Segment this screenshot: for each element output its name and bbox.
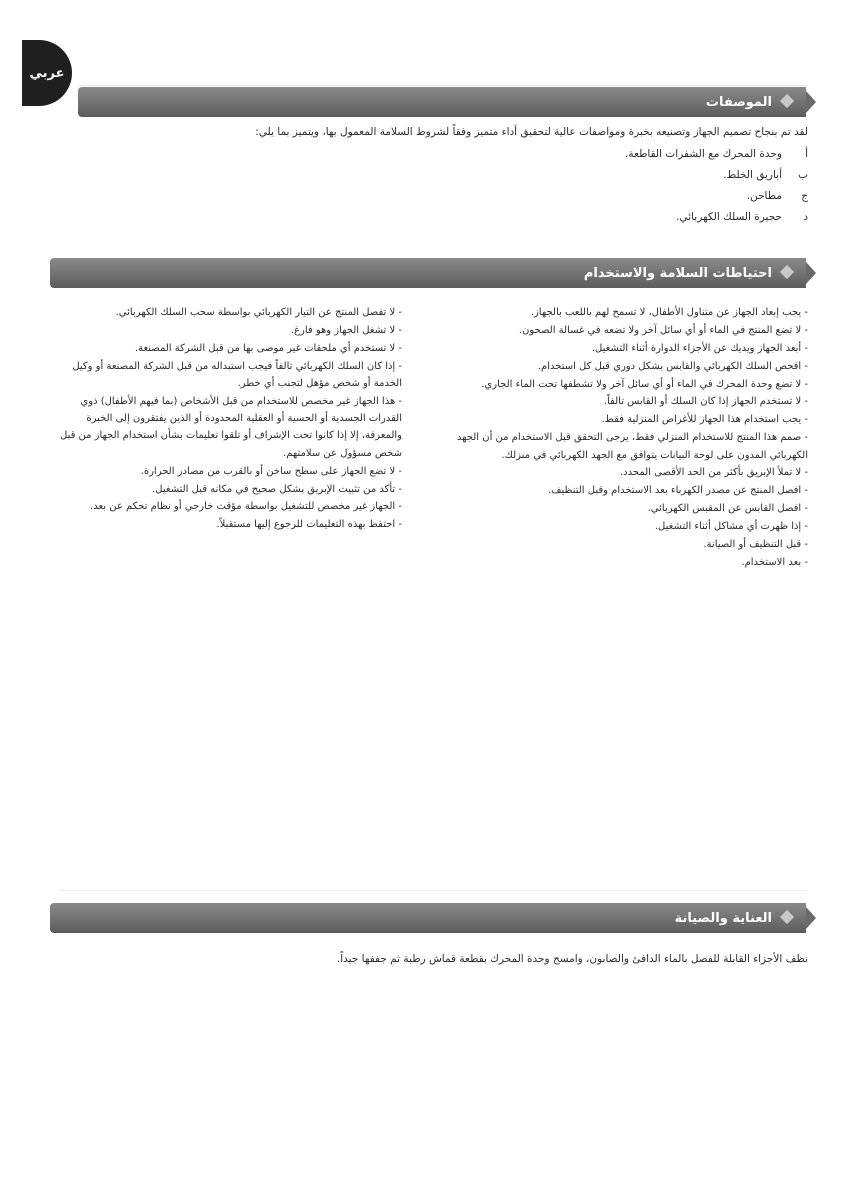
list-item: - هذا الجهاز غير مخصص للاستخدام من قبل الأشخاص (بما فيهم الأطفال) ذوي القدرات الجسدية أو الحسية أو العقلية المحدودة أو الذين يفتقرون إلى الخبرة والمعرفة، إلا إذا كانوا تحت الإشراف أو تلقوا تعليمات بشأن استخدام الجهاز من قبل شخص مسؤول عن سلامتهم. [59, 395, 402, 459]
top-divider [80, 85, 808, 86]
list-item: - صمم هذا المنتج للاستخدام المنزلي فقط، يرجى التحقق قبل الاستخدام من أن الجهد الكهربائي المدون على لوحة البيانات يتوافق مع الجهد الكهربائي في منزلك. [456, 432, 808, 461]
list-item: - لا تملأ الإبريق بأكثر من الحد الأقصى المحدد. [619, 467, 808, 479]
section-title-care: العناية والصيانة [674, 910, 772, 926]
list-item [520, 165, 808, 186]
section-title-safety: احتياطات السلامة والاستخدام [583, 265, 772, 281]
list-text: مطاحن. [746, 190, 782, 202]
list-item: - لا تستخدم أي ملحقات غير موصى بها من قبل الشركة المصنعة. [134, 342, 402, 354]
section-divider [60, 890, 808, 891]
language-tab [22, 40, 72, 106]
list-item: - لا تستخدم الجهاز إذا كان السلك أو القابس تالفاً. [603, 396, 808, 408]
list-item: - بعد الاستخدام. [741, 556, 808, 568]
list-item: - افحص السلك الكهربائي والقابس بشكل دوري قبل كل استخدام. [537, 360, 808, 372]
operation-parts-list [520, 144, 808, 228]
list-item: - لا تشغل الجهاز وهو فارغ. [290, 324, 402, 336]
section-header-care [50, 903, 806, 933]
list-text: أباريق الخلط. [723, 169, 782, 181]
section-header-operation [78, 87, 806, 117]
section-header-safety [50, 258, 806, 288]
list-item: - الجهاز غير مخصص للتشغيل بواسطة مؤقت خارجي أو نظام تحكم عن بعد. [90, 501, 402, 513]
list-letter: أ [805, 148, 808, 160]
language-tab-label: عربي [29, 65, 65, 81]
list-item: - افصل القابس عن المقبس الكهربائي. [647, 503, 808, 515]
list-item: - قبل التنظيف أو الصيانة. [703, 538, 808, 550]
safety-column-left [46, 304, 402, 534]
list-item: - لا تفصل المنتج عن التيار الكهربائي بواسطة سحب السلك الكهربائي. [115, 307, 402, 318]
list-item: - يجب استخدام هذا الجهاز للأغراض المنزلية فقط. [601, 414, 808, 426]
list-text: حجيرة السلك الكهربائي. [676, 211, 782, 223]
care-text: نظف الأجزاء القابلة للفصل بالماء الدافئ والصابون، وامسح وحدة المحرك بقطعة قماش رطبة ثم جففها جيداً. [336, 953, 808, 965]
list-letter: ج [801, 190, 808, 202]
list-item: - يجب إبعاد الجهاز عن متناول الأطفال، لا تسمح لهم باللعب بالجهاز. [530, 307, 808, 318]
list-item: - إذا كان السلك الكهربائي تالفاً فيجب استبداله من قبل الشركة المصنعة أو وكيل الخدمة أو شخص مؤهل لتجنب أي خطر. [72, 360, 402, 389]
list-item: - لا تضع المنتج في الماء أو أي سائل آخر ولا تضعه في غسالة الصحون. [518, 324, 808, 336]
list-item: - تأكد من تثبيت الإبريق بشكل صحيح في مكانه قبل التشغيل. [152, 483, 402, 495]
list-item: - لا تضع وحدة المحرك في الماء أو أي سائل آخر ولا تشطفها تحت الماء الجاري. [481, 378, 808, 390]
list-item [520, 144, 808, 165]
list-item: - افصل المنتج عن مصدر الكهرباء بعد الاستخدام وقبل التنظيف. [547, 485, 808, 497]
list-item: - أبعد الجهاز ويديك عن الأجزاء الدوارة أثناء التشغيل. [591, 342, 808, 354]
list-item [520, 186, 808, 207]
list-item: - إذا ظهرت أي مشاكل أثناء التشغيل. [654, 521, 808, 533]
list-item: - لا تضع الجهاز على سطح ساخن أو بالقرب من مصادر الحرارة. [140, 465, 402, 477]
list-item: - احتفظ بهذه التعليمات للرجوع إليها مستقبلاً. [216, 519, 402, 531]
section-title-operation: الموصفات [705, 94, 772, 110]
operation-intro: لقد تم بنجاح تصميم الجهاز وتصنيعه بخبرة ومواصفات عالية لتحقيق أداء متميز وفقاً لشروط السلامة المعمول بها، ويتميز بما يلي: [255, 126, 808, 138]
list-letter: ب [798, 169, 808, 181]
list-letter: د [803, 211, 808, 223]
safety-column-right [440, 304, 808, 572]
list-text: وحدة المحرك مع الشفرات القاطعة. [625, 148, 782, 160]
list-item [520, 207, 808, 228]
